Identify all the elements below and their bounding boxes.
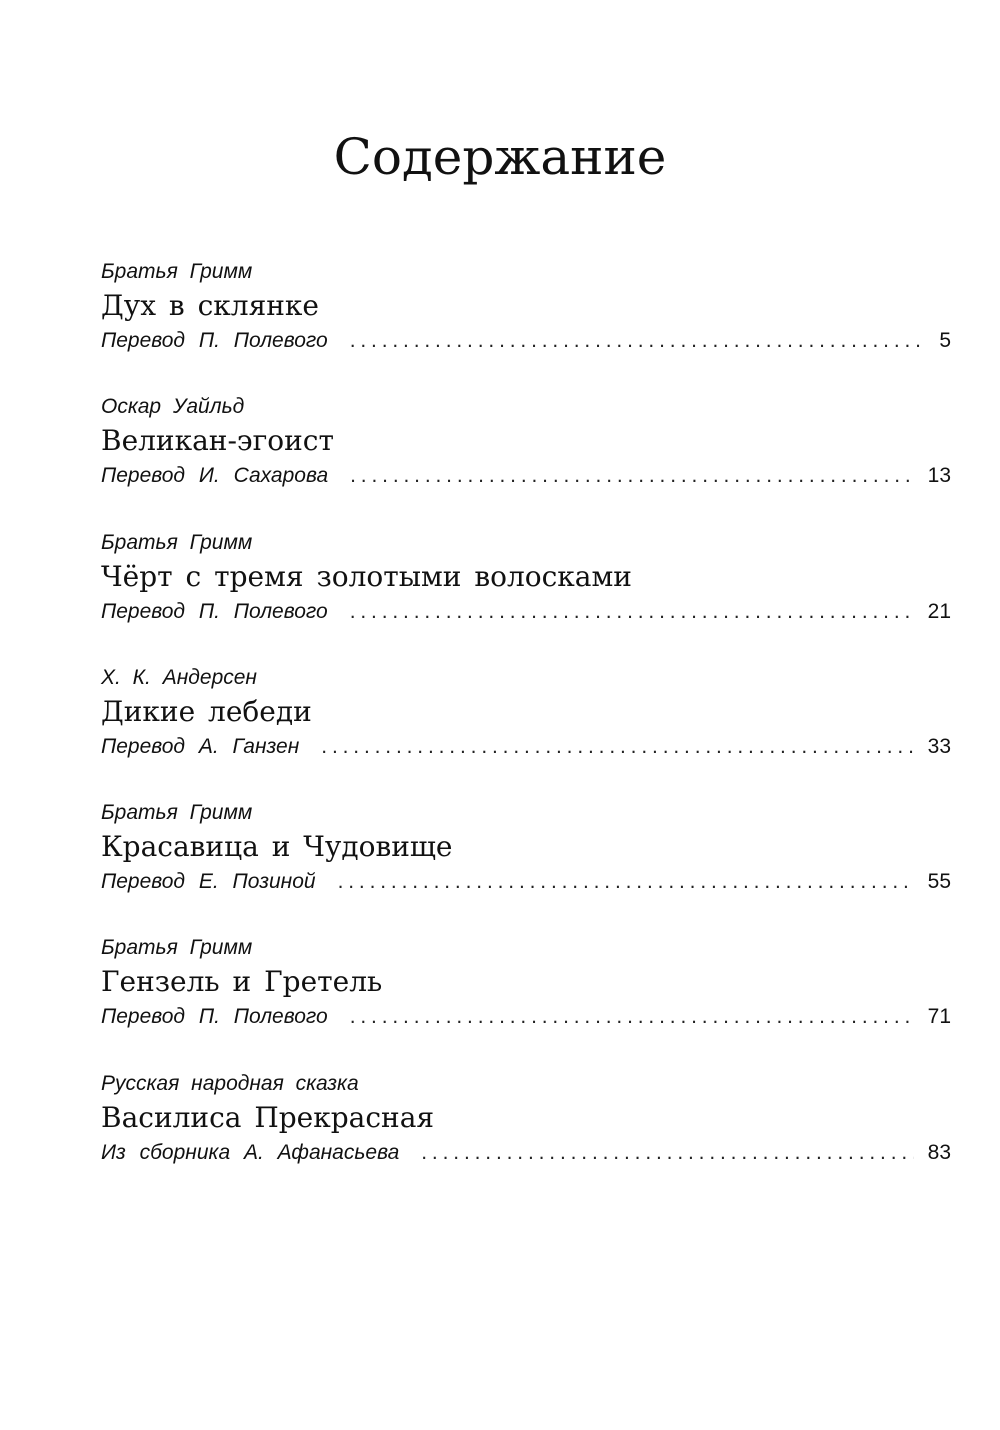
entry-title[interactable]: Василиса Прекрасная (101, 1100, 435, 1134)
entry-page-number: 33 (927, 734, 951, 758)
entry-author: Братья Гримм (101, 260, 253, 283)
entry-author: Оскар Уайльд (101, 395, 245, 419)
dot-leader (350, 1002, 914, 1032)
entry-author: Русская народная сказка (101, 1071, 359, 1095)
dot-leader (421, 1138, 913, 1168)
entry-author: Братья Гримм (101, 530, 253, 554)
table-of-contents (101, 258, 951, 1205)
entry-page-number: 13 (927, 464, 951, 488)
toc-entry[interactable] (101, 664, 951, 799)
entry-title[interactable]: Великан-эгоист (101, 424, 334, 458)
page-title: Содержание (333, 128, 667, 186)
entry-author: Х. К. Андерсен (101, 665, 257, 689)
entry-page-number: 71 (927, 1005, 951, 1029)
toc-entry[interactable] (101, 1070, 951, 1205)
entry-translator: Перевод Е. Позиной (101, 870, 316, 894)
toc-entry[interactable] (101, 529, 951, 664)
toc-entry[interactable] (101, 934, 951, 1069)
entry-translator: Перевод П. Полевого (101, 599, 328, 623)
entry-translator: Из сборника А. Афанасьева (101, 1140, 400, 1164)
dot-leader (321, 732, 913, 762)
dot-leader (338, 867, 914, 897)
entry-title[interactable]: Гензель и Гретель (101, 965, 383, 999)
entry-author: Братья Гримм (101, 936, 253, 960)
toc-entry[interactable] (101, 258, 951, 393)
entry-page-number: 55 (927, 870, 951, 894)
entry-page-number: 21 (927, 599, 951, 623)
entry-author: Братья Гримм (101, 801, 253, 825)
dot-leader (350, 597, 914, 627)
entry-title[interactable]: Дикие лебеди (101, 694, 312, 728)
toc-entry[interactable] (101, 799, 951, 934)
dot-leader (350, 326, 926, 356)
entry-page-number: 5 (939, 329, 951, 352)
entry-page-number: 83 (927, 1140, 951, 1164)
toc-entry[interactable] (101, 393, 951, 528)
entry-title[interactable]: Дух в склянке (101, 289, 319, 322)
entry-translator: Перевод П. Полевого (101, 329, 328, 352)
dot-leader (350, 461, 914, 491)
entry-title[interactable]: Красавица и Чудовище (101, 830, 453, 864)
entry-title[interactable]: Чёрт с тремя золотыми волосками (101, 559, 632, 593)
entry-translator: Перевод А. Ганзен (101, 734, 300, 758)
entry-translator: Перевод П. Полевого (101, 1005, 328, 1029)
entry-translator: Перевод И. Сахарова (101, 464, 329, 488)
